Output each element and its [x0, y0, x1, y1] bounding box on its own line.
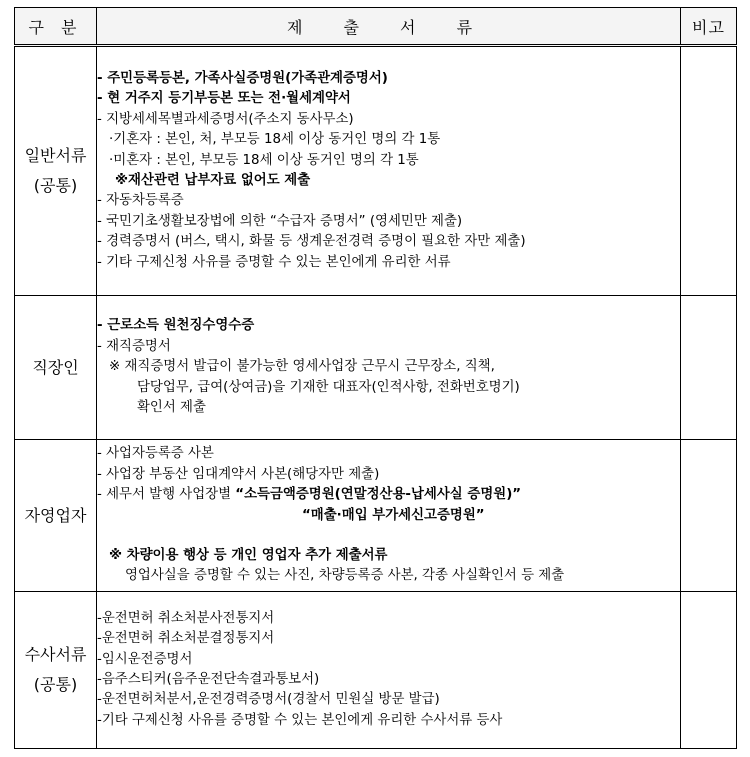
note-investigation [681, 592, 737, 749]
doc-line: - 기타 구제신청 사유를 증명할 수 있는 본인에게 유리한 서류 [97, 254, 451, 270]
header-note: 비고 [681, 8, 737, 46]
category-line: (공통) [33, 176, 78, 195]
doc-line: - 지방세세목별과세증명서(주소지 동사무소) [97, 111, 354, 127]
doc-line: ※ 재직증명서 발급이 불가능한 영세사업장 근무시 근무장소, 직책, [109, 359, 495, 375]
category-line: 자영업자 [24, 505, 87, 525]
row-investigation [15, 592, 737, 749]
row-general [15, 46, 737, 296]
category-line: 직장인 [32, 357, 79, 377]
header-documents: 제 출 서 류 [97, 8, 681, 46]
doc-line: ※재산관련 납부자료 없어도 제출 [115, 173, 311, 188]
header-category: 구 분 [15, 8, 97, 46]
doc-line: 담당업무, 급여(상여금)을 기재한 대표자(인적사항, 전화번호명기) [137, 379, 520, 395]
documents-general [97, 46, 681, 296]
documents-investigation [97, 592, 681, 749]
note-general [681, 46, 737, 296]
category-line: 일반서류 [24, 146, 87, 165]
note-self-employed [681, 440, 737, 592]
spacer [97, 526, 680, 546]
doc-line: ·기혼자 : 본인, 처, 부모등 18세 이상 동거인 명의 각 1통 [109, 132, 441, 148]
doc-line: 영업사실을 증명할 수 있는 사진, 차량등록증 사본, 각종 사실확인서 등 제출 [125, 568, 565, 584]
category-line: (공통) [33, 675, 78, 694]
category-employee [15, 296, 97, 440]
documents-table [14, 7, 737, 749]
doc-line: - 경력증명서 (버스, 택시, 화물 등 생계운전경력 증명이 필요한 자만 제출) [97, 234, 526, 250]
doc-line: - 주민등록등본, 가족사실증명원(가족관계증명서) [97, 70, 388, 86]
row-employee [15, 296, 737, 440]
doc-line: - 사업장 부동산 임대계약서 사본(해당자만 제출) [97, 466, 380, 482]
documents-self-employed [97, 440, 681, 592]
doc-line: - 국민기초생활보장법에 의한 “수급자 증명서” (영세민만 제출) [97, 213, 463, 229]
doc-line: -운전면허 취소처분결정통지서 [97, 631, 275, 647]
doc-line: “매출·매입 부가세신고증명원” [302, 507, 485, 523]
category-general [15, 46, 97, 296]
doc-line: -임시운전증명서 [97, 651, 193, 667]
doc-line: -운전면허 취소처분사전통지서 [97, 610, 275, 626]
header-row [15, 8, 737, 46]
doc-line [97, 485, 680, 505]
category-line: 수사서류 [24, 645, 87, 664]
category-self-employed [15, 440, 97, 592]
doc-line-emphasis: “소득금액증명원(연말정산용-납세사실 증명원)” [235, 487, 522, 503]
doc-line-lead: - 세무서 발행 사업장별 [97, 487, 236, 503]
category-investigation [15, 592, 97, 749]
note-employee [681, 296, 737, 440]
doc-line: 확인서 제출 [137, 400, 206, 416]
doc-line: ※ 차량이용 행상 등 개인 영업자 추가 제출서류 [109, 547, 388, 563]
doc-line: -운전면허처분서,운전경력증명서(경찰서 민원실 방문 발급) [97, 692, 440, 708]
doc-line: ·미혼자 : 본인, 부모등 18세 이상 동거인 명의 각 1통 [109, 152, 419, 168]
doc-line: - 근로소득 원천징수영수증 [97, 318, 255, 334]
row-self-employed [15, 440, 737, 592]
doc-line: - 자동차등록증 [97, 193, 184, 209]
doc-line: - 현 거주지 등기부등본 또는 전·월세계약서 [97, 91, 351, 107]
doc-line: - 재직증명서 [97, 338, 171, 354]
doc-line: - 사업자등록증 사본 [97, 446, 214, 462]
doc-line: -음주스티커(음주운전단속결과통보서) [97, 672, 320, 687]
doc-line: -기타 구제신청 사유를 증명할 수 있는 본인에게 유리한 수사서류 등사 [97, 712, 503, 728]
documents-employee [97, 296, 681, 440]
